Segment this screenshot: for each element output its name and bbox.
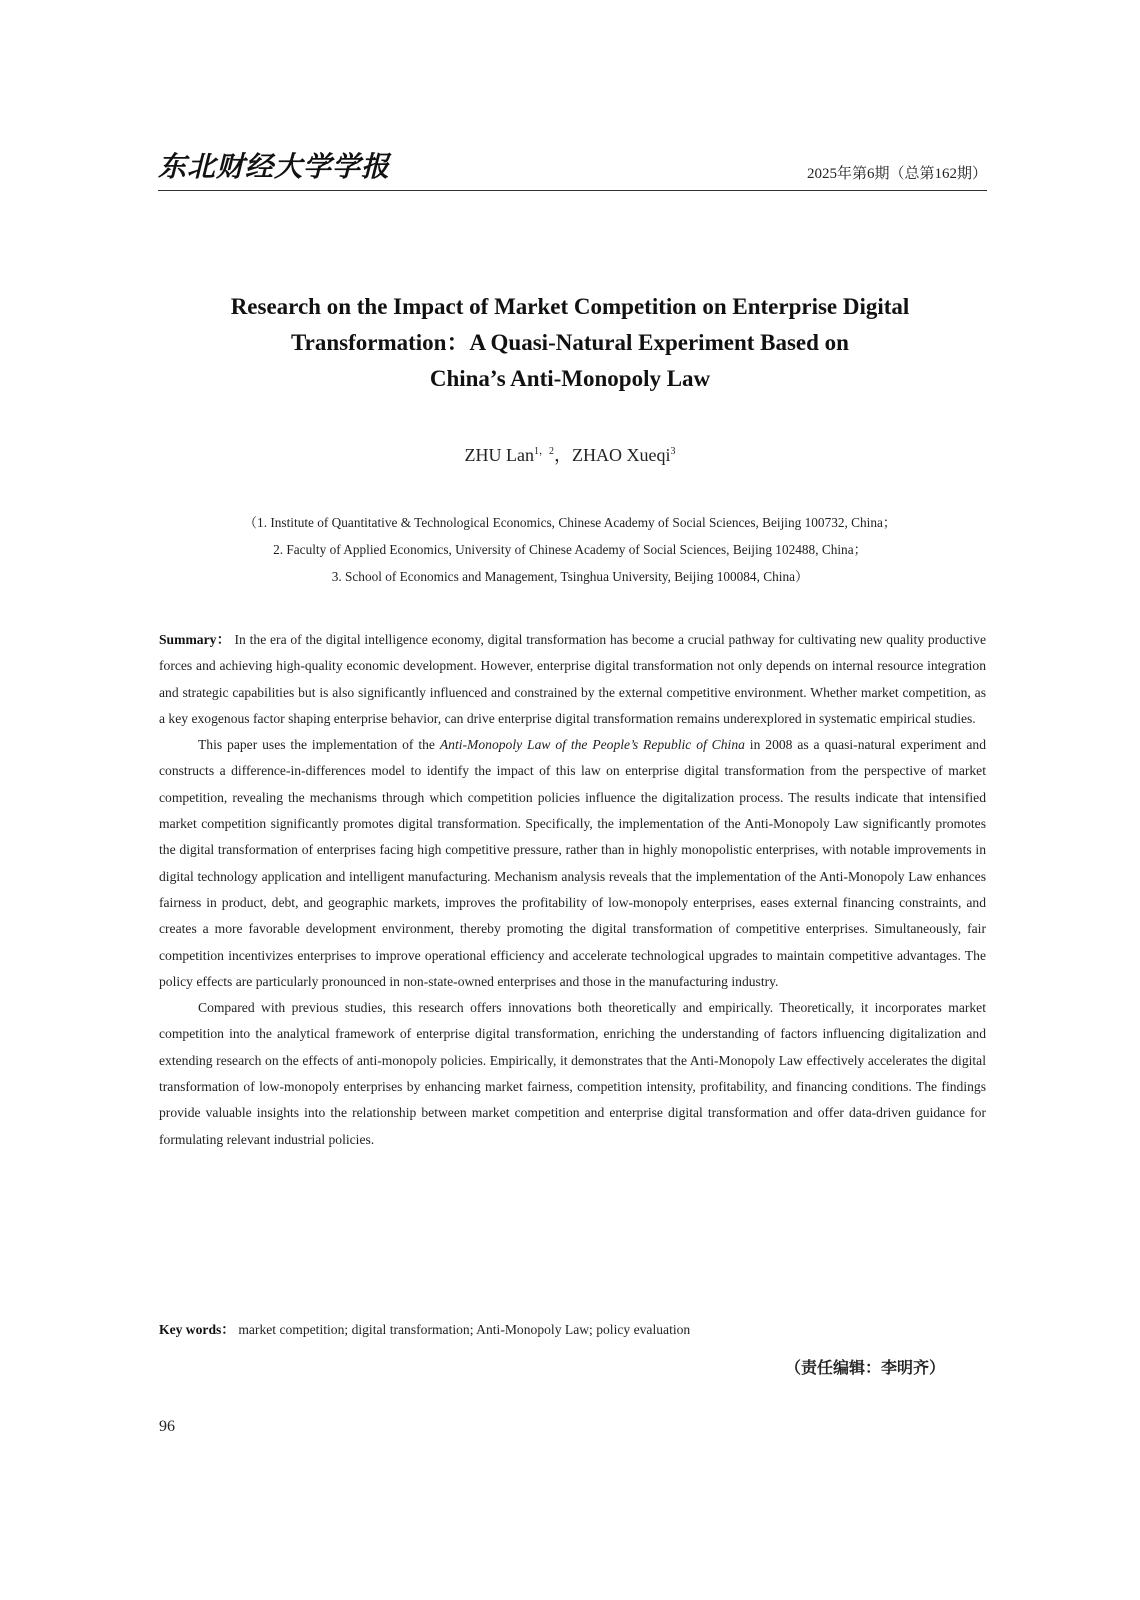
affiliation-line: 3. School of Economics and Management, Tsinghua University, Beijing 100084, China）	[331, 569, 809, 584]
page-number: 96	[159, 1418, 175, 1435]
keywords-label: Key words：	[159, 1322, 235, 1337]
affiliation-line: （1. Institute of Quantitative & Technological Economics, Chinese Academy of Social Sciences, Beijing 100732, China；	[243, 515, 897, 530]
author-affiliation-marker: 1，2	[534, 446, 554, 457]
affiliation-list	[100, 509, 1040, 590]
journal-header	[158, 150, 987, 191]
abstract	[159, 627, 986, 1153]
abstract-paragraph	[159, 732, 986, 995]
abstract-label: Summary：	[159, 632, 231, 647]
paper-title	[120, 289, 1020, 397]
author-separator: ，	[554, 445, 572, 465]
abstract-text: This paper uses the implementation of the	[198, 737, 440, 753]
author-name: ZHU Lan	[464, 445, 534, 465]
abstract-paragraph	[159, 995, 986, 1153]
affiliation-line: 2. Faculty of Applied Economics, University of Chinese Academy of Social Sciences, Beijing 102488, China；	[273, 542, 867, 557]
responsible-editor: （责任编辑：李明齐）	[784, 1358, 945, 1377]
title-line-1: Research on the Impact of Market Competition on Enterprise Digital	[230, 294, 910, 319]
law-title: Anti-Monopoly Law of the People’s Republic of China	[439, 737, 745, 753]
abstract-text: Compared with previous studies, this research offers innovations both theoretically and empirically. Theoretically, it incorporates market competition into the analytical framework of enterprise digital transformation, enriching the understanding of factors influencing digitalization and extending research on the effects of anti-monopoly policies. Empirically, it demonstrates that the Anti-Monopoly Law effectively accelerates the digital transformation of low-monopoly enterprises by enhancing market fairness, competition intensity, profitability, and financing conditions. The findings provide valuable insights into the relationship between market competition and enterprise digital transformation and offer data-driven guidance for formulating relevant industrial policies.	[159, 1000, 986, 1147]
abstract-text: in 2008 as a quasi-natural experiment and constructs a difference-in-differences model to identify the impact of this law on enterprise digital transformation from the perspective of market competition, revealing the mechanisms through which competition policies influence the digitalization process. The results indicate that intensified market competition significantly promotes digital transformation. Specifically, the implementation of the Anti-Monopoly Law significantly promotes the digital transformation of enterprises facing high competitive pressure, rather than in highly monopolistic enterprises, with notable improvements in digital technology application and intelligent manufacturing. Mechanism analysis reveals that the implementation of the Anti-Monopoly Law enhances fairness in product, debt, and geographic markets, improves the profitability of low-monopoly enterprises, eases external financing constraints, and creates a more favorable development environment, thereby promoting the digital transformation of competitive enterprises. Simultaneously, fair competition incentivizes enterprises to improve operational efficiency and accelerate technological upgrades to maintain competitive advantages. The policy effects are particularly pronounced in non-state-owned enterprises and those in the manufacturing industry.	[159, 737, 986, 989]
abstract-paragraph	[159, 627, 986, 732]
title-line-2: Transformation：A Quasi-Natural Experiment Based on	[291, 330, 849, 355]
author-affiliation-marker: 3	[670, 446, 676, 457]
issue-info: 2025年第6期（总第162期）	[806, 166, 987, 182]
author-list	[0, 441, 1140, 467]
journal-logo: 东北财经大学学报	[158, 150, 391, 183]
keywords	[159, 1317, 986, 1343]
title-line-3: China’s Anti-Monopoly Law	[429, 366, 711, 391]
keywords-text: market competition; digital transformation; Anti-Monopoly Law; policy evaluation	[238, 1322, 691, 1337]
abstract-text: In the era of the digital intelligence economy, digital transformation has become a crucial pathway for cultivating new quality productive forces and achieving high-quality economic development. However, enterprise digital transformation not only depends on internal resource integration and strategic capabilities but is also significantly influenced and constrained by the external competitive environment. Whether market competition, as a key exogenous factor shaping enterprise behavior, can drive enterprise digital transformation remains underexplored in systematic empirical studies.	[159, 632, 986, 726]
author-name: ZHAO Xueqi	[572, 445, 671, 465]
